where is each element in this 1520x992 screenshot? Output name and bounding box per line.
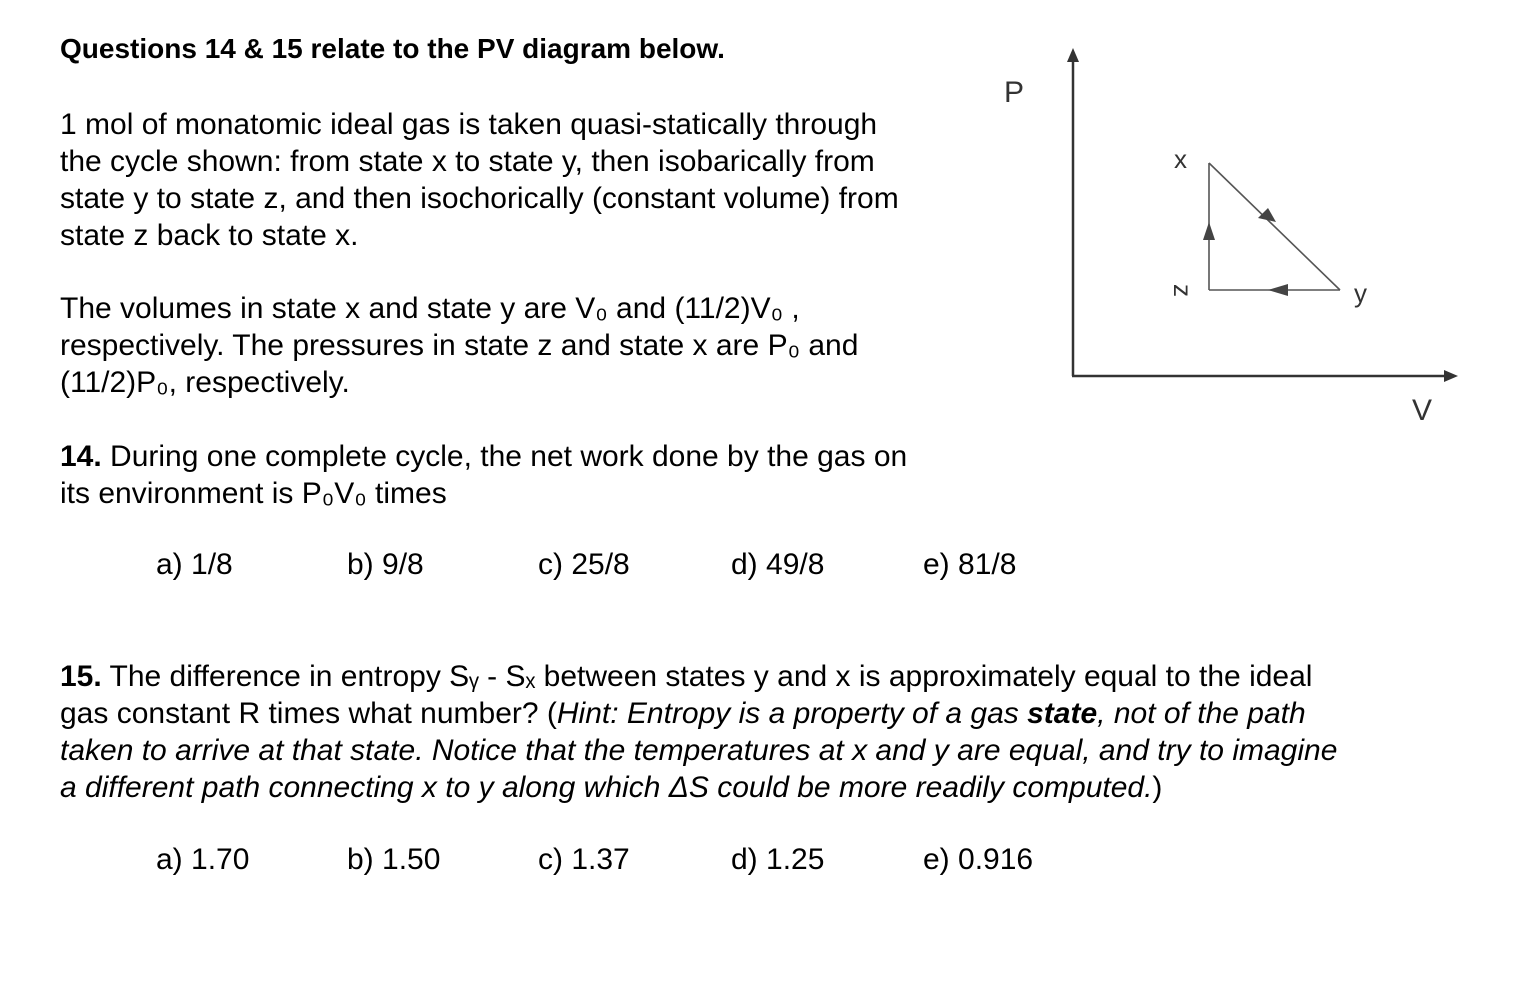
arrow-y-to-z — [1268, 284, 1288, 296]
intro-line: the cycle shown: from state x to state y, then isobarically from — [60, 145, 875, 178]
question-15-text: gas constant R times what number? ( — [60, 697, 557, 730]
state-y-label: y — [1354, 278, 1367, 308]
state-x-label: x — [1174, 144, 1187, 174]
question-14-line: its environment is P₀V₀ times — [60, 477, 447, 510]
hint-text: a different path connecting x to y along which ΔS could be more readily computed. — [60, 771, 1153, 804]
v-axis-label: V — [1412, 394, 1433, 427]
choice-14d[interactable]: d) 49/8 — [731, 548, 825, 581]
choice-15b[interactable]: b) 1.50 — [347, 843, 441, 876]
hint-text: , not of the path — [1097, 697, 1306, 730]
given-line: The volumes in state x and state y are V₀ and (11/2)V₀ , — [60, 292, 800, 325]
question-14-number: 14. — [60, 440, 102, 473]
question-14-text: During one complete cycle, the net work done by the gas on — [101, 440, 908, 473]
choice-14c[interactable]: c) 25/8 — [538, 548, 630, 581]
intro-paragraph — [60, 106, 899, 254]
section-heading: Questions 14 & 15 relate to the PV diagram below. — [60, 33, 725, 64]
intro-line: state y to state z, and then isochorically (constant volume) from — [60, 182, 899, 215]
choice-14a[interactable]: a) 1/8 — [156, 548, 233, 581]
intro-line: state z back to state x. — [60, 219, 359, 252]
choice-14e[interactable]: e) 81/8 — [923, 548, 1017, 581]
intro-line: 1 mol of monatomic ideal gas is taken quasi-statically through — [60, 108, 878, 141]
choice-15c[interactable]: c) 1.37 — [538, 843, 630, 876]
question-15-number: 15. — [60, 660, 102, 693]
given-paragraph — [60, 290, 858, 401]
choice-14b[interactable]: b) 9/8 — [347, 548, 424, 581]
v-axis-arrowhead — [1444, 370, 1458, 382]
question-15-line — [60, 769, 1337, 806]
question-15-line — [60, 695, 1337, 732]
choice-15d[interactable]: d) 1.25 — [731, 843, 825, 876]
pv-diagram — [990, 40, 1470, 440]
path-x-to-y — [1209, 163, 1340, 290]
hint-text: taken to arrive at that state. Notice that the temperatures at x and y are equal, and try to imagine — [60, 734, 1338, 767]
arrow-x-to-y — [1258, 208, 1276, 222]
hint-text: Hint: Entropy is a property of a gas — [556, 697, 1028, 730]
question-14 — [60, 438, 907, 512]
question-15 — [60, 658, 1337, 806]
given-line: (11/2)P₀, respectively. — [60, 366, 350, 399]
choice-15e[interactable]: e) 0.916 — [923, 843, 1034, 876]
given-line: respectively. The pressures in state z and state x are P₀ and — [60, 329, 859, 362]
hint-emphasis: state — [1027, 697, 1098, 730]
question-15-text: The difference in entropy Sᵧ - Sₓ between states y and x is approximately equal to the ideal — [101, 660, 1313, 693]
choice-15a[interactable]: a) 1.70 — [156, 843, 250, 876]
question-14-line — [60, 438, 907, 475]
p-axis-arrowhead — [1067, 48, 1079, 62]
question-15-line — [60, 658, 1337, 695]
arrow-z-to-x — [1203, 222, 1215, 240]
state-z-label: z — [1168, 284, 1198, 297]
question-15-text: ) — [1152, 771, 1163, 804]
p-axis-label: P — [1004, 76, 1025, 109]
